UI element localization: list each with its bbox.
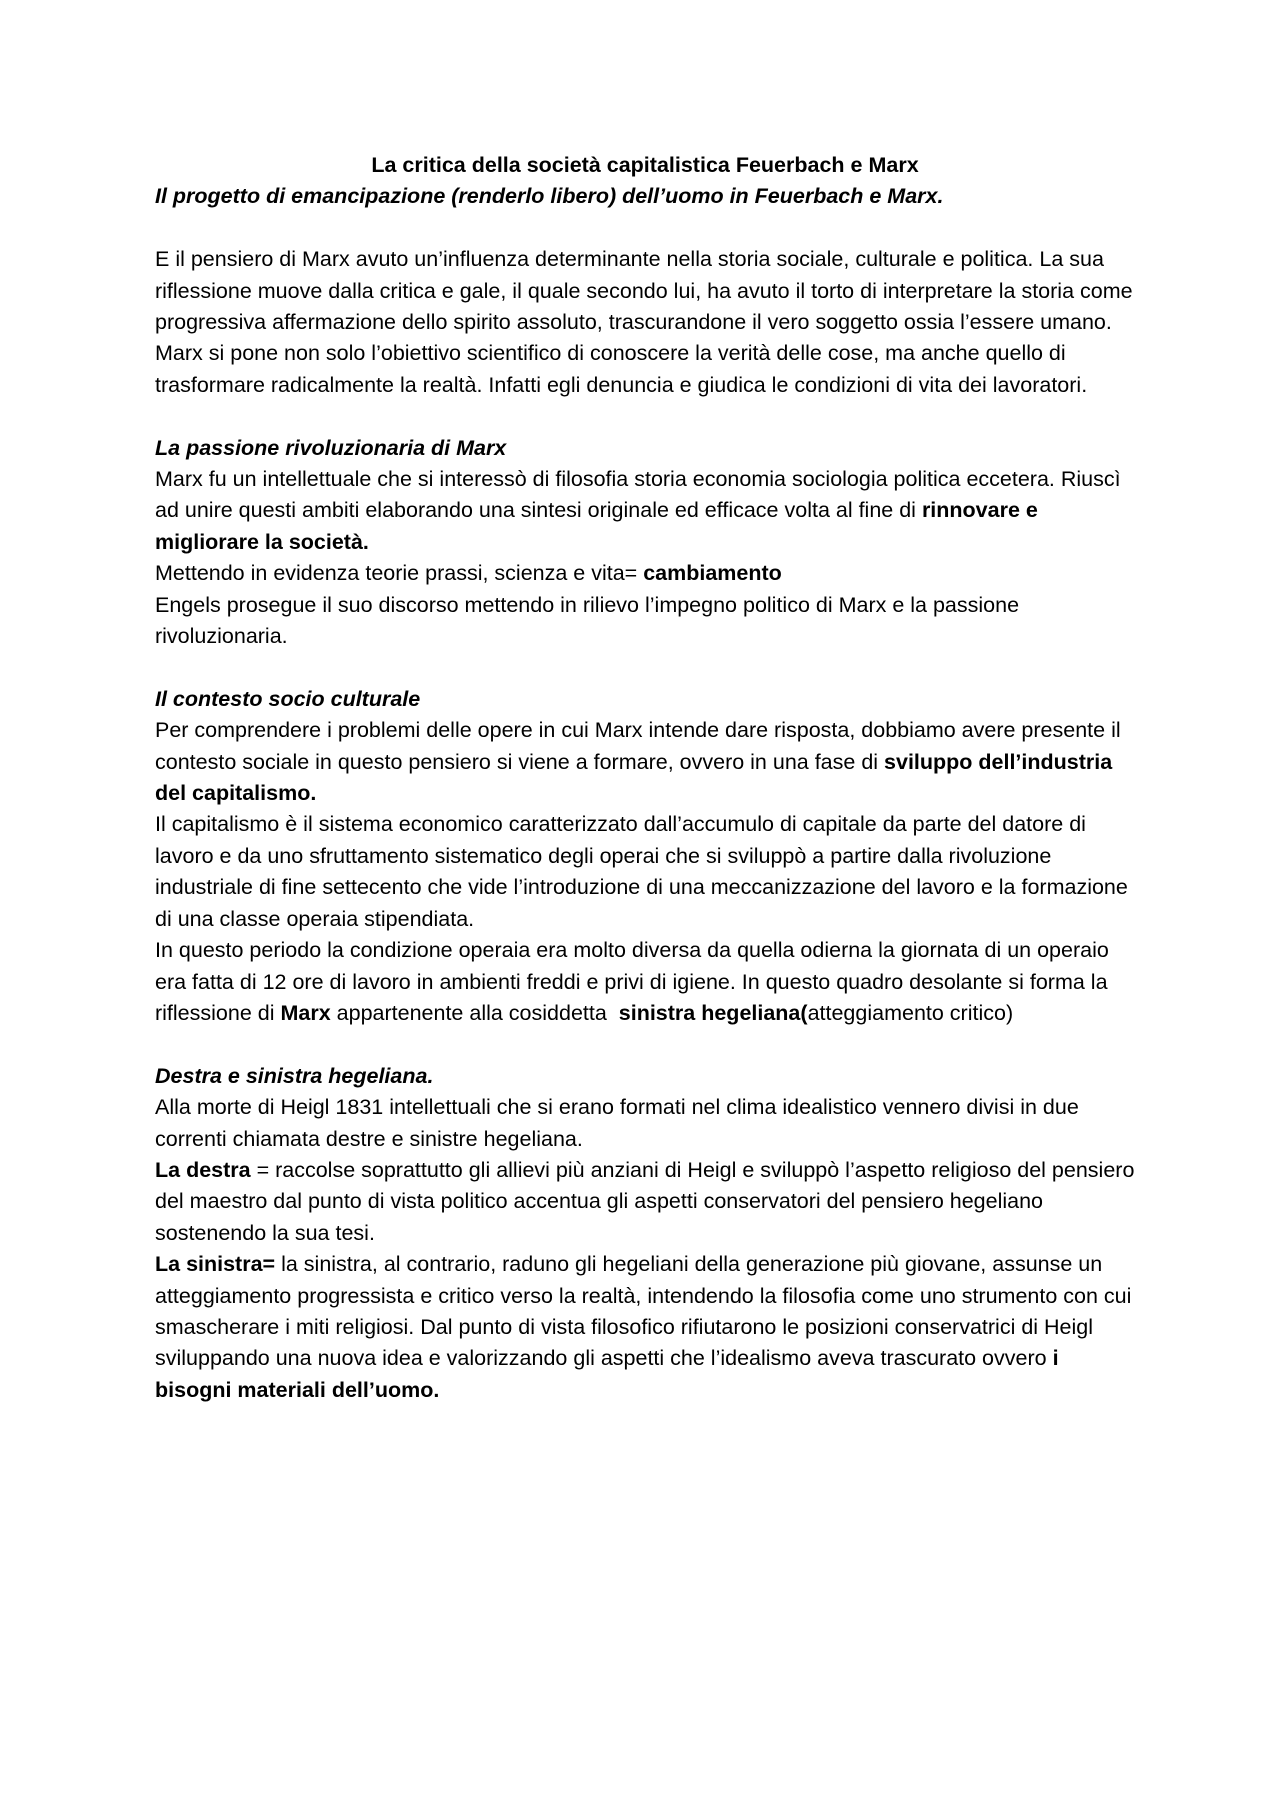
section-heading-destra-sinistra: Destra e sinistra hegeliana. — [155, 1063, 434, 1088]
section-heading-contesto: Il contesto socio culturale — [155, 686, 421, 711]
spacer — [155, 213, 1135, 244]
section-heading-passione: La passione rivoluzionaria di Marx — [155, 435, 507, 460]
section1-paragraph-3: Engels prosegue il suo discorso mettendo in rilievo l’impegno politico di Marx e la passione rivoluzionaria. — [155, 592, 1020, 649]
spacer — [155, 401, 1135, 432]
section2-paragraph-3 — [155, 935, 1135, 1029]
section3-p2-bold: La destra — [155, 1157, 251, 1182]
section3-p3-text: la sinistra, al contrario, raduno gli hegeliani della generazione più giovane, assunse un atteggiamento progressista e critico verso la realtà, intendendo la filosofia come uno strumento con cui smascherare i miti religiosi. Dal punto di vista filosofico rifiutarono le posizioni conservatrici di Heigl sviluppando una nuova idea e valorizzando gli aspetti che l’idealismo aveva trascurato ovvero — [155, 1252, 1132, 1371]
section1-paragraph-1 — [155, 464, 1135, 558]
page-title: La critica della società capitalistica Feuerbach e Marx — [371, 153, 919, 177]
section3-p3-bold2: i bisogni materiali dell’uomo. — [155, 1346, 1059, 1402]
section3-paragraph-2 — [155, 1155, 1135, 1249]
section2-p3-text1: In questo periodo la condizione operaia era molto diversa da quella odierna la giornata di un operaio era fatta di 12 ore di lavoro in ambienti freddi e privi di igiene. In questo quadro desolante si forma la riflessione di — [155, 938, 1109, 1025]
section2-p3-bold2: sinistra hegeliana( — [618, 1000, 808, 1025]
section1-p1-text: Marx fu un intellettuale che si interessò di filosofia storia economia sociologia politica eccetera. Riuscì ad unire questi ambiti elaborando una sintesi originale ed efficace volta al fine di — [155, 467, 1121, 523]
section2-p1-text: Per comprendere i problemi delle opere in cui Marx intende dare risposta, dobbiamo avere presente il contesto sociale in questo pensiero si viene a formare, ovvero in una fase di — [155, 718, 1121, 774]
section1-p2-text: Mettendo in evidenza teorie prassi, scienza e vita= — [155, 561, 644, 586]
section1-paragraph-2 — [155, 558, 1135, 589]
intro-paragraph-1: E il pensiero di Marx avuto un’influenza determinante nella storia sociale, culturale e politica. La sua riflessione muove dalla critica e gale, il quale secondo lui, ha avuto il torto di interpretare la storia come progressiva affermazione dello spirito assoluto, trascurandone il vero soggetto ossia l’essere umano. — [155, 247, 1133, 335]
section1-p2-bold: cambiamento — [643, 561, 782, 586]
section2-p3-text3: atteggiamento critico) — [807, 1000, 1014, 1025]
section3-p3-bold1: La sinistra= — [155, 1252, 276, 1277]
section3-p2-text: = raccolse soprattutto gli allievi più anziani di Heigl e sviluppò l’aspetto religioso del pensiero del maestro dal punto di vista politico accentua gli aspetti conservatori del pensiero hegeliano sostenendo la sua tesi. — [155, 1157, 1135, 1245]
intro-paragraph-2: Marx si pone non solo l’obiettivo scientifico di conoscere la verità delle cose, ma anche quello di trasformare radicalmente la realtà. Infatti egli denuncia e giudica le condizioni di vita dei lavoratori. — [155, 341, 1088, 397]
spacer — [155, 1029, 1135, 1060]
section1-p1-bold: rinnovare e migliorare la società. — [155, 498, 1038, 554]
page-subtitle: Il progetto di emancipazione (renderlo libero) dell’uomo in Feuerbach e Marx. — [155, 184, 944, 209]
section2-paragraph-1 — [155, 715, 1135, 809]
section2-p3-text2: appartenente alla cosiddetta — [330, 1000, 619, 1025]
section2-p1-bold: sviluppo dell’industria del capitalismo. — [155, 749, 1113, 806]
document-page — [155, 150, 1135, 1406]
section2-paragraph-2: Il capitalismo è il sistema economico caratterizzato dall’accumulo di capitale da parte del datore di lavoro e da uno sfruttamento sistematico degli operai che si sviluppò a partire dalla rivoluzione industriale di fine settecento che vide l’introduzione di una meccanizzazione del lavoro e la formazione di una classe operaia stipendiata. — [155, 812, 1128, 931]
section3-paragraph-1: Alla morte di Heigl 1831 intellettuali che si erano formati nel clima idealistico vennero divisi in due correnti chiamata destre e sinistre hegeliana. — [155, 1095, 1079, 1151]
spacer — [155, 652, 1135, 683]
section3-paragraph-3 — [155, 1249, 1135, 1406]
section2-p3-bold1: Marx — [280, 1000, 331, 1025]
